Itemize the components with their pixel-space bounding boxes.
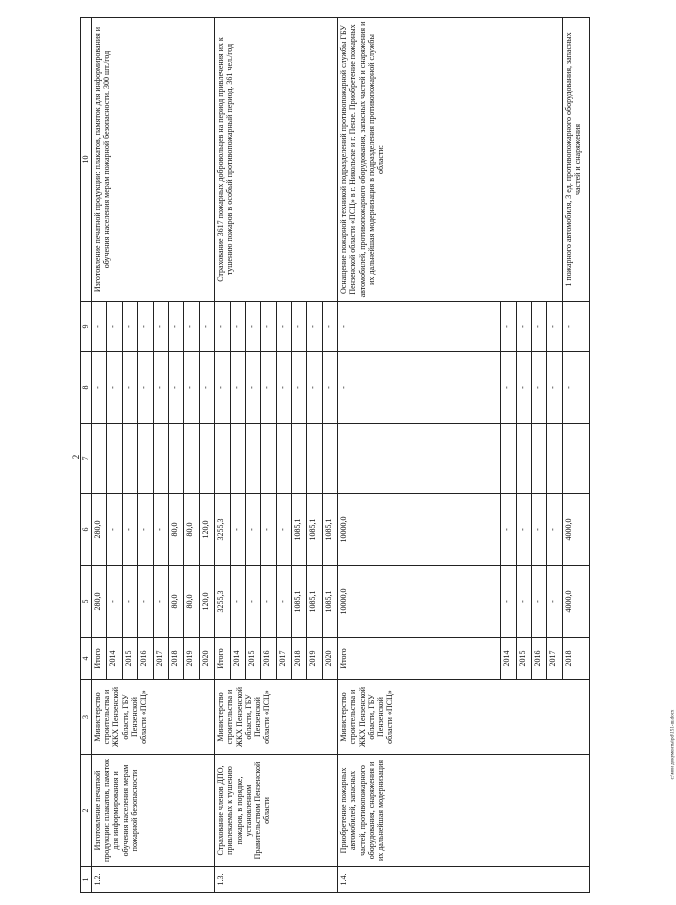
amount-cell: - xyxy=(199,302,214,352)
item-number: 1.4. xyxy=(338,867,590,893)
year-cell: Итого xyxy=(92,638,107,680)
amount-cell: - xyxy=(261,352,276,424)
amount-cell xyxy=(532,424,547,494)
item-result: Изготовление печатной продукции: плакатов, памяток для информирования и обучения населения мерам пожарной безопасности. 300 шт./год xyxy=(92,18,215,302)
amount-cell: 280,0 xyxy=(92,566,107,638)
item-title: Изготовление печатной продукции: плакатов, памяток для информирования и обучения населения мерам пожарной безопасности xyxy=(92,755,215,867)
amount-cell: - xyxy=(532,302,547,352)
amount-cell: 120,0 xyxy=(199,566,214,638)
amount-cell xyxy=(547,424,562,494)
year-cell: 2016 xyxy=(261,638,276,680)
amount-cell: - xyxy=(322,302,337,352)
amount-cell: - xyxy=(516,352,531,424)
amount-cell: - xyxy=(292,352,307,424)
amount-cell: - xyxy=(122,494,137,566)
amount-cell: - xyxy=(516,494,531,566)
amount-cell: 1085,1 xyxy=(292,566,307,638)
amount-cell: - xyxy=(292,302,307,352)
amount-cell: 120,0 xyxy=(199,494,214,566)
amount-cell: - xyxy=(532,494,547,566)
year-cell: 2014 xyxy=(501,638,516,680)
year-cell: 2018 xyxy=(168,638,183,680)
year-cell: 2016 xyxy=(532,638,547,680)
header-cell: 6 xyxy=(81,494,92,566)
year-cell: 2019 xyxy=(184,638,199,680)
amount-cell: - xyxy=(184,302,199,352)
amount-cell: - xyxy=(199,352,214,424)
amount-cell: - xyxy=(107,494,122,566)
amount-cell: 10000,0 xyxy=(338,494,501,566)
year-cell: 2018 xyxy=(292,638,307,680)
amount-cell xyxy=(307,424,322,494)
header-cell: 2 xyxy=(81,755,92,867)
amount-cell xyxy=(322,424,337,494)
amount-cell: - xyxy=(562,352,589,424)
item-executor: Министерство строительства и ЖКХ Пензенской области, ГБУ Пензенской области «ПСЦ» xyxy=(338,680,590,755)
amount-cell: - xyxy=(307,352,322,424)
year-cell: Итого xyxy=(338,638,501,680)
year-cell: Итого xyxy=(215,638,230,680)
amount-cell xyxy=(168,424,183,494)
year-cell: 2020 xyxy=(322,638,337,680)
year-cell: 2014 xyxy=(230,638,245,680)
header-cell: 9 xyxy=(81,302,92,352)
year-cell: 2017 xyxy=(153,638,168,680)
amount-cell: 3255,3 xyxy=(215,494,230,566)
amount-cell: - xyxy=(516,566,531,638)
amount-cell: - xyxy=(153,302,168,352)
header-cell: 1 xyxy=(81,867,92,893)
page-number: 2 xyxy=(71,454,81,460)
amount-cell: - xyxy=(245,494,260,566)
table-row xyxy=(338,18,501,893)
amount-cell: - xyxy=(261,566,276,638)
amount-cell: - xyxy=(153,352,168,424)
amount-cell: - xyxy=(245,566,260,638)
amount-cell: - xyxy=(516,302,531,352)
amount-cell: - xyxy=(107,302,122,352)
amount-cell: - xyxy=(322,352,337,424)
amount-cell: 4000,0 xyxy=(562,494,589,566)
amount-cell xyxy=(92,424,107,494)
amount-cell xyxy=(276,424,291,494)
amount-cell: - xyxy=(107,566,122,638)
year-cell: 2014 xyxy=(107,638,122,680)
amount-cell: 1085,1 xyxy=(322,566,337,638)
amount-cell: - xyxy=(276,302,291,352)
amount-cell: - xyxy=(122,302,137,352)
item-title: Страхование членов ДПО, привлекаемых к тушению пожаров, в порядке, установленном Правительством Пензенской области xyxy=(215,755,338,867)
amount-cell xyxy=(338,424,501,494)
amount-cell xyxy=(245,424,260,494)
amount-cell: - xyxy=(338,352,501,424)
amount-cell: - xyxy=(138,494,153,566)
amount-cell: - xyxy=(230,566,245,638)
year-cell: 2019 xyxy=(307,638,322,680)
amount-cell: 1085,1 xyxy=(307,494,322,566)
amount-cell: - xyxy=(501,302,516,352)
year-cell: 2015 xyxy=(245,638,260,680)
amount-cell xyxy=(184,424,199,494)
amount-cell: - xyxy=(92,302,107,352)
amount-cell: - xyxy=(276,494,291,566)
year-cell: 2017 xyxy=(276,638,291,680)
amount-cell: 10000,0 xyxy=(338,566,501,638)
header-cell: 5 xyxy=(81,566,92,638)
item-number: 1.2. xyxy=(92,867,215,893)
program-table xyxy=(80,17,590,893)
amount-cell: 80,0 xyxy=(184,494,199,566)
amount-cell: - xyxy=(261,302,276,352)
amount-cell xyxy=(215,424,230,494)
amount-cell: - xyxy=(261,494,276,566)
amount-cell: 1085,1 xyxy=(292,494,307,566)
amount-cell: - xyxy=(276,352,291,424)
amount-cell: - xyxy=(122,352,137,424)
amount-cell xyxy=(501,424,516,494)
amount-cell: - xyxy=(153,566,168,638)
amount-cell: - xyxy=(138,302,153,352)
header-cell: 8 xyxy=(81,352,92,424)
amount-cell: - xyxy=(138,566,153,638)
item-result: Оснащение пожарной техникой подразделений противопожарной службы ГБУ Пензенской области «ПСЦ» в г. Никольске и г. Пензе. Приобретение пожарных автомобилей, противопожарного оборудования, запасных частей и снаряжения и их дальнейшая модернизация в подразделения противопожарной службы области: xyxy=(338,18,563,302)
amount-cell xyxy=(261,424,276,494)
amount-cell: 3255,3 xyxy=(215,566,230,638)
table-rotated-container xyxy=(80,18,590,893)
amount-cell: - xyxy=(532,352,547,424)
amount-cell: - xyxy=(501,566,516,638)
header-cell: 3 xyxy=(81,680,92,755)
amount-cell: - xyxy=(92,352,107,424)
amount-cell: 80,0 xyxy=(184,566,199,638)
header-cell: 7 xyxy=(81,424,92,494)
amount-cell: - xyxy=(230,494,245,566)
amount-cell: - xyxy=(168,352,183,424)
amount-cell: - xyxy=(230,302,245,352)
amount-cell: 1085,1 xyxy=(322,494,337,566)
amount-cell: - xyxy=(138,352,153,424)
amount-cell xyxy=(230,424,245,494)
amount-cell: - xyxy=(122,566,137,638)
amount-cell: - xyxy=(547,352,562,424)
table-row xyxy=(92,18,107,893)
item-number: 1.3. xyxy=(215,867,338,893)
year-cell: 2016 xyxy=(138,638,153,680)
amount-cell: 80,0 xyxy=(168,494,183,566)
amount-cell xyxy=(153,424,168,494)
header-row xyxy=(81,18,92,893)
amount-cell xyxy=(122,424,137,494)
table-row xyxy=(215,18,230,893)
amount-cell: - xyxy=(547,494,562,566)
amount-cell xyxy=(292,424,307,494)
amount-cell: - xyxy=(107,352,122,424)
amount-cell: 280,0 xyxy=(92,494,107,566)
header-cell: 4 xyxy=(81,638,92,680)
amount-cell: - xyxy=(307,302,322,352)
amount-cell: - xyxy=(184,352,199,424)
amount-cell: 4000,0 xyxy=(562,566,589,638)
amount-cell xyxy=(107,424,122,494)
amount-cell: - xyxy=(338,302,501,352)
amount-cell: - xyxy=(276,566,291,638)
year-cell: 2018 xyxy=(562,638,589,680)
amount-cell: - xyxy=(168,302,183,352)
item-title: Приобретение пожарных автомобилей, запасных частей, противопожарного оборудования, снаряжения и их дальнейшая модернизация xyxy=(338,755,590,867)
amount-cell xyxy=(516,424,531,494)
amount-cell: - xyxy=(547,302,562,352)
amount-cell: - xyxy=(532,566,547,638)
amount-cell: - xyxy=(230,352,245,424)
amount-cell: - xyxy=(153,494,168,566)
item-result: Страхование 3617 пожарных добровольцев на период привлечения их к тушению пожаров в особый противопожарный период. 361 чел./год xyxy=(215,18,338,302)
amount-cell: - xyxy=(547,566,562,638)
amount-cell: - xyxy=(215,352,230,424)
item-executor: Министерство строительства и ЖКХ Пензенской области, ГБУ Пензенской области «ПСЦ» xyxy=(92,680,215,755)
amount-cell: - xyxy=(245,302,260,352)
item-result-detail: 1 пожарного автомобиля, 3 ед. противопожарного оборудования, запасных частей и снаряжения xyxy=(562,18,589,302)
amount-cell: - xyxy=(245,352,260,424)
amount-cell: - xyxy=(562,302,589,352)
amount-cell: - xyxy=(501,352,516,424)
amount-cell: - xyxy=(501,494,516,566)
amount-cell xyxy=(199,424,214,494)
year-cell: 2015 xyxy=(516,638,531,680)
item-executor: Министерство строительства и ЖКХ Пензенской области, ГБУ Пензенской области «ПСЦ» xyxy=(215,680,338,755)
year-cell: 2015 xyxy=(122,638,137,680)
year-cell: 2017 xyxy=(547,638,562,680)
amount-cell xyxy=(138,424,153,494)
footer-path: c:\мои документы\pd\151-ш.docx xyxy=(670,709,676,780)
year-cell: 2020 xyxy=(199,638,214,680)
amount-cell: - xyxy=(215,302,230,352)
header-cell: 10 xyxy=(81,18,92,302)
amount-cell: 1085,1 xyxy=(307,566,322,638)
amount-cell: 80,0 xyxy=(168,566,183,638)
amount-cell xyxy=(562,424,589,494)
